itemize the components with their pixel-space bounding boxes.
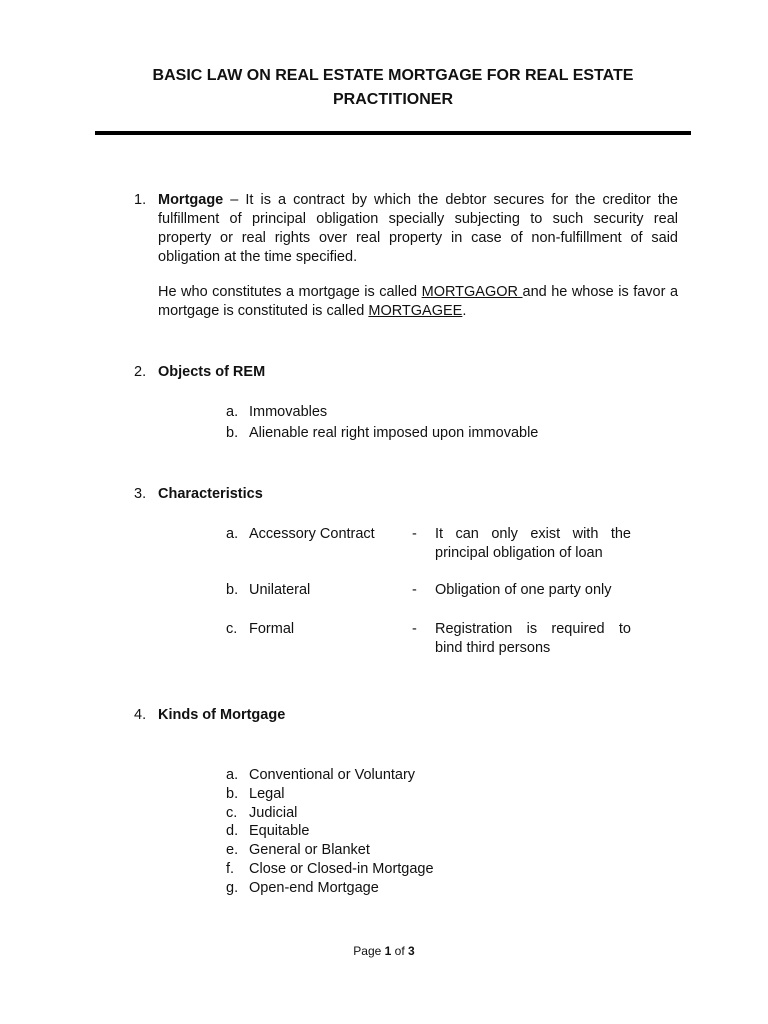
- characteristic-name: Unilateral: [249, 582, 311, 598]
- page-number: 1: [384, 944, 392, 958]
- characteristic-dash: -: [412, 526, 417, 542]
- list-item-letter: c.: [226, 805, 238, 821]
- list-item: Alienable real right imposed upon immovable: [249, 425, 539, 441]
- list-item-letter: a.: [226, 767, 239, 783]
- section-1-number: 1.: [134, 192, 147, 208]
- list-item: Legal: [249, 786, 285, 802]
- characteristic-letter: a.: [226, 526, 239, 542]
- list-item: Open-end Mortgage: [249, 880, 379, 896]
- title-line-2: PRACTITIONER: [333, 91, 453, 108]
- list-item: Equitable: [249, 823, 310, 839]
- list-item: Immovables: [249, 404, 328, 420]
- list-item-letter: b.: [226, 786, 239, 802]
- page-total: 3: [408, 944, 415, 958]
- mortgage-definition-text: – It is a contract by which the debtor secures for the creditor the fulfillment of principal obligation specially subjecting to such security real property or real rights over real property in case of non-fulfillment of said obligation at the time specified.: [158, 192, 678, 265]
- section-3-heading: Characteristics: [158, 486, 263, 502]
- list-item-letter: b.: [226, 425, 239, 441]
- list-item: General or Blanket: [249, 842, 370, 858]
- section-1-parties: [158, 283, 678, 321]
- section-4-number: 4.: [134, 707, 147, 723]
- list-item-letter: e.: [226, 842, 239, 858]
- mortgage-term: Mortgage: [158, 192, 224, 208]
- characteristic-dash: -: [412, 582, 417, 598]
- characteristic-description: Obligation of one party only: [435, 582, 612, 598]
- characteristic-letter: b.: [226, 582, 239, 598]
- list-item-letter: g.: [226, 880, 239, 896]
- characteristic-name: Formal: [249, 621, 295, 637]
- parties-text-1: He who constitutes a mortgage is called: [158, 284, 422, 300]
- characteristic-description: Registration is required to bind third persons: [435, 621, 631, 656]
- list-item: Close or Closed-in Mortgage: [249, 861, 434, 877]
- title-line-1: BASIC LAW ON REAL ESTATE MORTGAGE FOR REAL ESTATE: [152, 67, 634, 84]
- characteristic-name: Accessory Contract: [249, 526, 375, 542]
- mortgagee-term: MORTGAGEE: [368, 303, 463, 319]
- page-footer: [0, 944, 768, 958]
- section-4-heading: Kinds of Mortgage: [158, 707, 286, 723]
- list-item-letter: a.: [226, 404, 239, 420]
- list-item: Judicial: [249, 805, 298, 821]
- section-2-heading: Objects of REM: [158, 364, 266, 380]
- parties-text-2: and he whose is favor a mortgage is constituted is called: [158, 284, 679, 319]
- characteristic-description: It can only exist with the principal obligation of loan: [435, 526, 631, 561]
- list-item-letter: d.: [226, 823, 239, 839]
- document-title: [95, 64, 691, 112]
- page-label: Page: [353, 944, 385, 958]
- section-2-number: 2.: [134, 364, 147, 380]
- characteristic-dash: -: [412, 621, 417, 637]
- mortgagor-term: MORTGAGOR: [421, 284, 523, 300]
- page-of-label: of: [391, 944, 409, 958]
- section-3-number: 3.: [134, 486, 147, 502]
- section-1-definition: [158, 191, 678, 267]
- title-rule: [95, 131, 691, 135]
- list-item-letter: f.: [226, 861, 235, 877]
- characteristic-letter: c.: [226, 621, 238, 637]
- parties-text-end: .: [462, 303, 467, 319]
- list-item: Conventional or Voluntary: [249, 767, 416, 783]
